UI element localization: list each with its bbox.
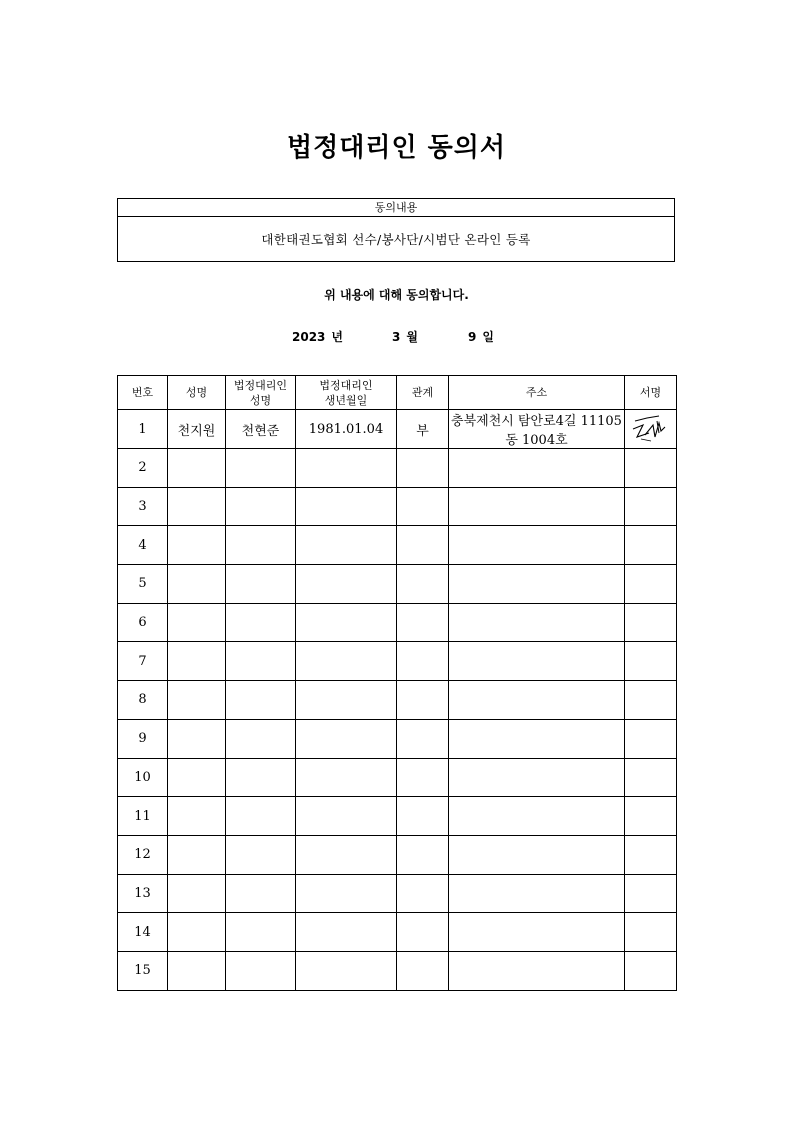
cell-guardian-name bbox=[226, 681, 296, 720]
table-row bbox=[118, 603, 677, 642]
handwritten-signature bbox=[629, 413, 673, 445]
cell-relation bbox=[397, 797, 449, 836]
cell-guardian-birth bbox=[296, 449, 397, 488]
table-row bbox=[118, 913, 677, 952]
cell-no: 7 bbox=[118, 642, 168, 681]
header-guardian-birth: 법정대리인 생년월일 bbox=[296, 376, 397, 410]
cell-signature bbox=[625, 758, 677, 797]
cell-signature bbox=[625, 449, 677, 488]
table-row bbox=[118, 410, 677, 449]
cell-address bbox=[449, 913, 625, 952]
date-year-label: 년 bbox=[331, 330, 343, 344]
cell-relation bbox=[397, 719, 449, 758]
cell-guardian-name: 천현준 bbox=[226, 410, 296, 449]
cell-guardian-birth bbox=[296, 526, 397, 565]
guardian-table bbox=[117, 375, 677, 991]
consent-content: 대한태권도협회 선수/봉사단/시범단 온라인 등록 bbox=[261, 232, 531, 247]
cell-name bbox=[168, 526, 226, 565]
cell-guardian-birth bbox=[296, 951, 397, 990]
cell-signature bbox=[625, 797, 677, 836]
cell-guardian-birth bbox=[296, 603, 397, 642]
cell-no: 10 bbox=[118, 758, 168, 797]
cell-no: 12 bbox=[118, 835, 168, 874]
cell-no: 4 bbox=[118, 526, 168, 565]
cell-name bbox=[168, 681, 226, 720]
date-day-value: 9 bbox=[468, 330, 477, 344]
cell-address bbox=[449, 874, 625, 913]
cell-no: 13 bbox=[118, 874, 168, 913]
cell-guardian-name bbox=[226, 835, 296, 874]
header-name: 성명 bbox=[168, 376, 226, 410]
cell-signature bbox=[625, 642, 677, 681]
cell-relation bbox=[397, 642, 449, 681]
cell-no: 15 bbox=[118, 951, 168, 990]
consent-box bbox=[117, 198, 675, 262]
cell-address bbox=[449, 603, 625, 642]
cell-guardian-name bbox=[226, 642, 296, 681]
cell-name: 천지원 bbox=[168, 410, 226, 449]
cell-guardian-name bbox=[226, 951, 296, 990]
cell-name bbox=[168, 642, 226, 681]
table-body bbox=[118, 410, 677, 991]
cell-guardian-birth bbox=[296, 797, 397, 836]
table-row bbox=[118, 681, 677, 720]
cell-guardian-name bbox=[226, 913, 296, 952]
date-month bbox=[392, 328, 418, 345]
cell-signature bbox=[625, 487, 677, 526]
cell-address bbox=[449, 951, 625, 990]
cell-guardian-birth bbox=[296, 758, 397, 797]
cell-address bbox=[449, 758, 625, 797]
cell-guardian-birth bbox=[296, 487, 397, 526]
date-day bbox=[468, 328, 494, 345]
cell-guardian-birth bbox=[296, 874, 397, 913]
cell-guardian-name bbox=[226, 449, 296, 488]
cell-signature bbox=[625, 410, 677, 449]
date-day-label: 일 bbox=[482, 330, 494, 344]
table-row bbox=[118, 951, 677, 990]
cell-no: 11 bbox=[118, 797, 168, 836]
cell-signature bbox=[625, 603, 677, 642]
cell-no: 5 bbox=[118, 565, 168, 604]
cell-guardian-birth bbox=[296, 913, 397, 952]
table-row bbox=[118, 642, 677, 681]
cell-name bbox=[168, 487, 226, 526]
cell-address bbox=[449, 565, 625, 604]
table-row bbox=[118, 758, 677, 797]
table-header-row bbox=[118, 376, 677, 410]
cell-name bbox=[168, 951, 226, 990]
cell-no: 14 bbox=[118, 913, 168, 952]
cell-guardian-birth bbox=[296, 719, 397, 758]
cell-signature bbox=[625, 913, 677, 952]
cell-no: 1 bbox=[118, 410, 168, 449]
cell-name bbox=[168, 565, 226, 604]
cell-guardian-name bbox=[226, 797, 296, 836]
cell-no: 9 bbox=[118, 719, 168, 758]
document-title: 법정대리인 동의서 bbox=[287, 133, 506, 163]
cell-guardian-name bbox=[226, 603, 296, 642]
cell-guardian-birth bbox=[296, 565, 397, 604]
cell-address bbox=[449, 797, 625, 836]
cell-signature bbox=[625, 874, 677, 913]
cell-guardian-birth: 1981.01.04 bbox=[296, 410, 397, 449]
cell-signature bbox=[625, 719, 677, 758]
cell-relation bbox=[397, 565, 449, 604]
cell-name bbox=[168, 603, 226, 642]
cell-relation: 부 bbox=[397, 410, 449, 449]
agree-statement: 위 내용에 대해 동의합니다. bbox=[324, 288, 469, 302]
cell-relation bbox=[397, 835, 449, 874]
cell-relation bbox=[397, 603, 449, 642]
cell-name bbox=[168, 758, 226, 797]
cell-signature bbox=[625, 526, 677, 565]
cell-name bbox=[168, 719, 226, 758]
table-row bbox=[118, 526, 677, 565]
table-row bbox=[118, 719, 677, 758]
cell-name bbox=[168, 913, 226, 952]
table-row bbox=[118, 449, 677, 488]
header-signature: 서명 bbox=[625, 376, 677, 410]
cell-address bbox=[449, 835, 625, 874]
cell-signature bbox=[625, 951, 677, 990]
cell-guardian-birth bbox=[296, 642, 397, 681]
header-guardian-name: 법정대리인 성명 bbox=[226, 376, 296, 410]
cell-address: 충북제천시 탐안로4길 11105동 1004호 bbox=[449, 410, 625, 449]
cell-address bbox=[449, 681, 625, 720]
cell-no: 8 bbox=[118, 681, 168, 720]
header-no: 번호 bbox=[118, 376, 168, 410]
cell-address bbox=[449, 449, 625, 488]
date-year bbox=[292, 328, 343, 345]
table-row bbox=[118, 835, 677, 874]
cell-name bbox=[168, 449, 226, 488]
cell-signature bbox=[625, 565, 677, 604]
cell-relation bbox=[397, 913, 449, 952]
cell-guardian-birth bbox=[296, 835, 397, 874]
cell-guardian-name bbox=[226, 874, 296, 913]
table-row bbox=[118, 565, 677, 604]
table-row bbox=[118, 487, 677, 526]
cell-guardian-birth bbox=[296, 681, 397, 720]
cell-no: 3 bbox=[118, 487, 168, 526]
cell-guardian-name bbox=[226, 526, 296, 565]
cell-name bbox=[168, 874, 226, 913]
cell-no: 2 bbox=[118, 449, 168, 488]
cell-relation bbox=[397, 449, 449, 488]
cell-relation bbox=[397, 758, 449, 797]
cell-relation bbox=[397, 487, 449, 526]
consent-header: 동의내용 bbox=[118, 199, 674, 217]
date-month-label: 월 bbox=[406, 330, 418, 344]
cell-address bbox=[449, 526, 625, 565]
cell-name bbox=[168, 835, 226, 874]
cell-guardian-name bbox=[226, 719, 296, 758]
cell-signature bbox=[625, 835, 677, 874]
header-address: 주소 bbox=[449, 376, 625, 410]
cell-guardian-name bbox=[226, 487, 296, 526]
cell-address bbox=[449, 487, 625, 526]
cell-relation bbox=[397, 874, 449, 913]
header-relation: 관계 bbox=[397, 376, 449, 410]
cell-address bbox=[449, 719, 625, 758]
cell-signature bbox=[625, 681, 677, 720]
cell-guardian-name bbox=[226, 565, 296, 604]
date-month-value: 3 bbox=[392, 330, 401, 344]
cell-no: 6 bbox=[118, 603, 168, 642]
cell-relation bbox=[397, 951, 449, 990]
cell-relation bbox=[397, 526, 449, 565]
cell-address bbox=[449, 642, 625, 681]
cell-name bbox=[168, 797, 226, 836]
table-row bbox=[118, 797, 677, 836]
cell-relation bbox=[397, 681, 449, 720]
date-year-value: 2023 bbox=[292, 330, 326, 344]
cell-guardian-name bbox=[226, 758, 296, 797]
table-row bbox=[118, 874, 677, 913]
